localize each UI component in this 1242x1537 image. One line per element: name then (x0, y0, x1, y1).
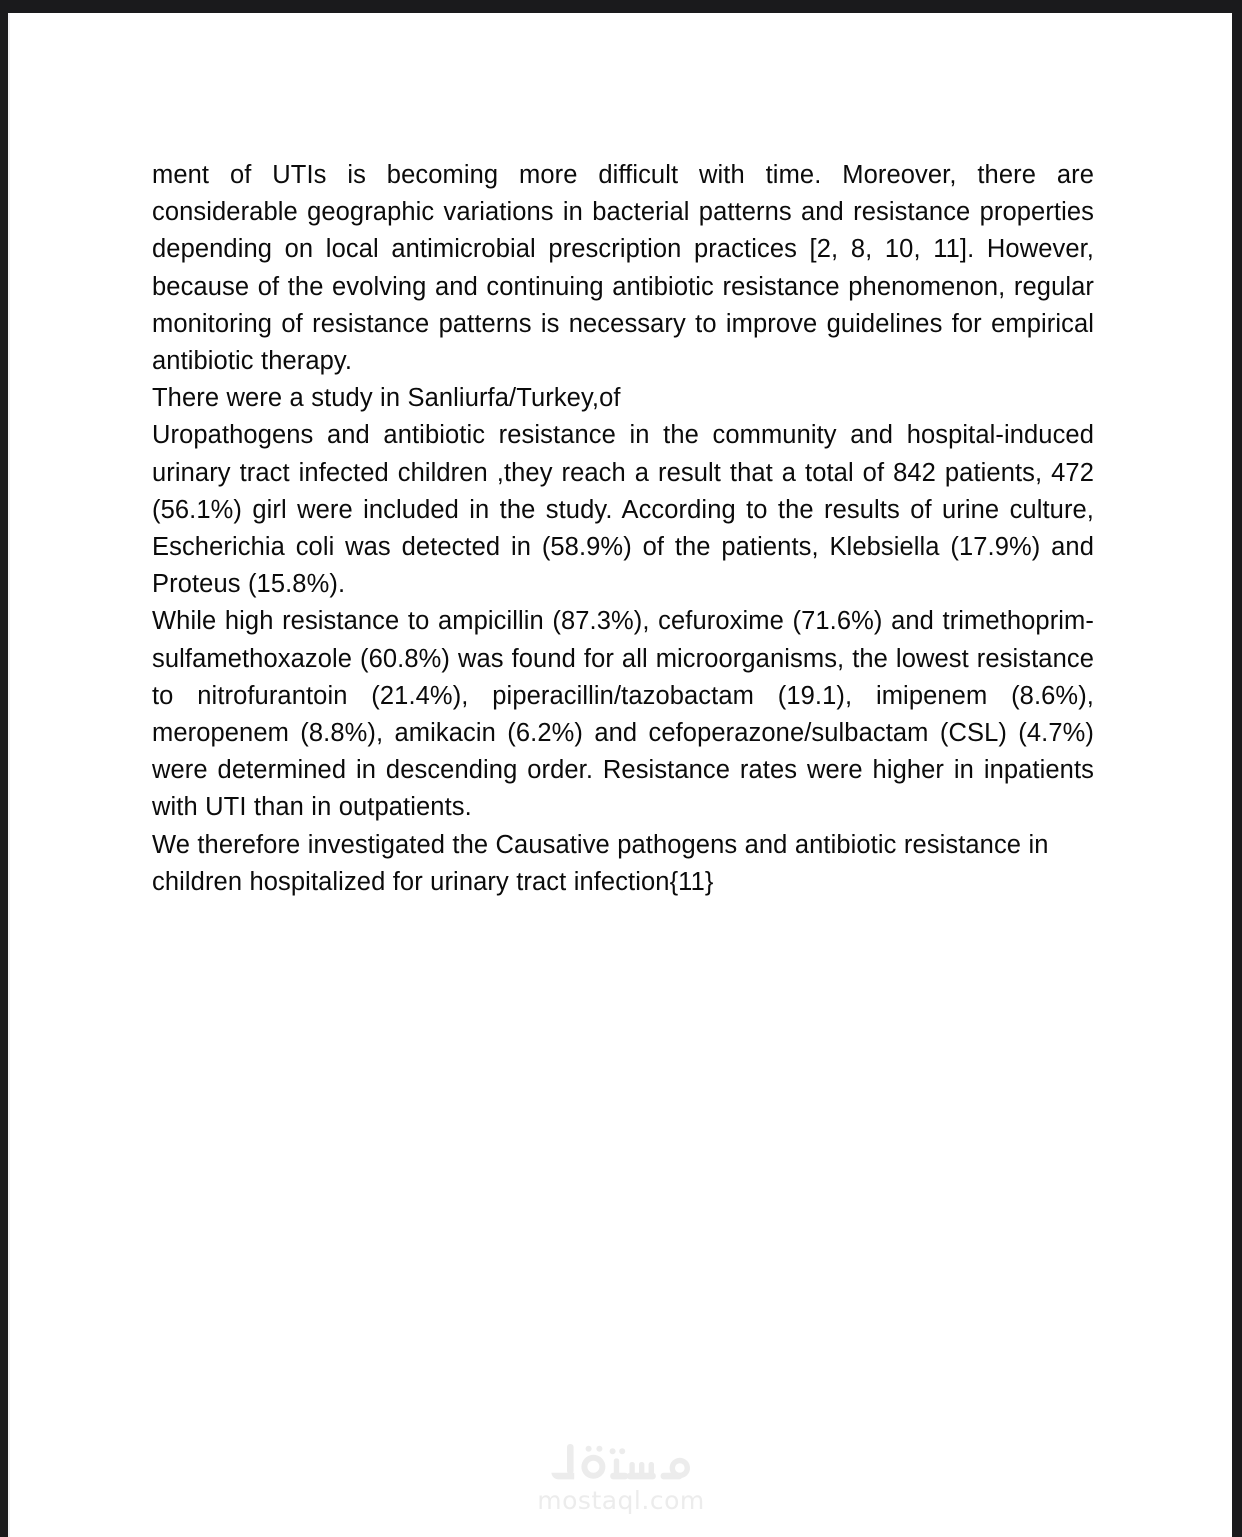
paragraph-5: We therefore investigated the Causative pathogens and antibiotic resistance in (152, 830, 1049, 859)
mostaql-watermark (10, 1438, 1232, 1513)
paragraph-1: ment of UTIs is becoming more difficult with time. Moreover, there are considerable geographic variations in bacterial patterns and resistance properties depending on local antimicrobial prescription practices [2, 8, 10, 11]. However, because of the evolving and continuing antibiotic resistance phenomenon, regular monitoring of resistance patterns is necessary to improve guidelines for empirical antibiotic therapy. (152, 161, 1094, 376)
paragraph-3: Uropathogens and antibiotic resistance in the community and hospital-induced urinary tract infected children ,they reach a result that a total of 842 patients, 472 (56.1%) girl were included in the study. According to the results of urine culture, Escherichia coli was detected in (58.9%) of the patients, Klebsiella (17.9%) and Proteus (15.8%). (152, 421, 1094, 599)
mostaql-domain-text: mostaql.com (537, 1486, 705, 1515)
document-text-column (152, 157, 1094, 901)
mostaql-arabic-logo-icon (543, 1438, 699, 1486)
document-page (8, 13, 1232, 1537)
paragraph-6: children hospitalized for urinary tract infection{11} (152, 867, 714, 896)
paragraph-2: There were a study in Sanliurfa/Turkey,of (152, 384, 621, 413)
paragraph-4: While high resistance to ampicillin (87.3%), cefuroxime (71.6%) and trimethoprim-sulfamethoxazole (60.8%) was found for all microorganisms, the lowest resistance to nitrofurantoin (21.4%), piperacillin/tazobactam (19.1), imipenem (8.6%), meropenem (8.8%), amikacin (6.2%) and cefoperazone/sulbactam (CSL) (4.7%) were determined in descending order. Resistance rates were higher in inpatients with UTI than in outpatients. (152, 607, 1094, 822)
